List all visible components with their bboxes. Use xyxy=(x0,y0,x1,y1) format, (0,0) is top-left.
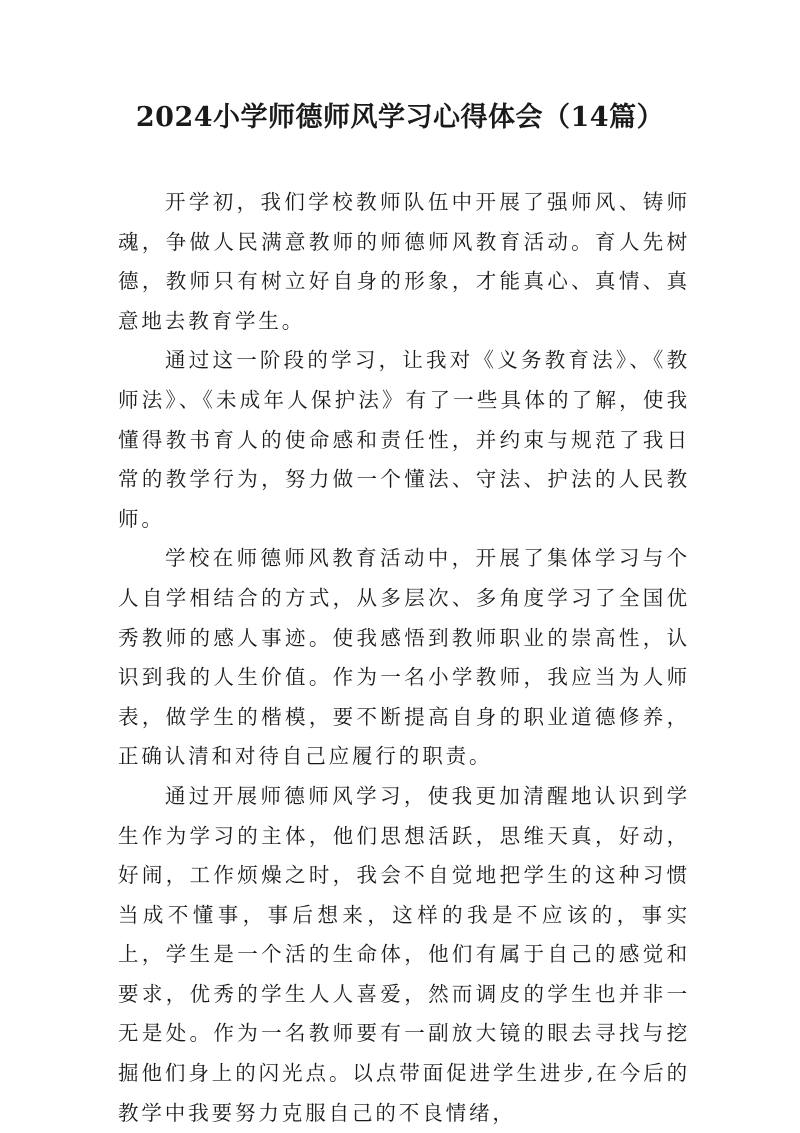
paragraph-4: 通过开展师德师风学习，使我更加清醒地认识到学生作为学习的主体，他们思想活跃，思维天真，好动，好闹，工作烦燥之时，我会不自觉地把学生的这种习惯当成不懂事，事后想来，这样的我是不应该的，事实上，学生是一个活的生命体，他们有属于自己的感觉和要求，优秀的学生人人喜爱，然而调皮的学生也并非一无是处。作为一名教师要有一副放大镜的眼去寻找与挖掘他们身上的闪光点。以点带面促进学生进步,在今后的教学中我要努力克服自己的不良情绪， xyxy=(118,783,690,1125)
paragraph-1: 开学初，我们学校教师队伍中开展了强师风、铸师魂，争做人民满意教师的师德师风教育活动。育人先树德，教师只有树立好自身的形象，才能真心、真情、真意地去教育学生。 xyxy=(118,190,690,333)
document-title: 2024小学师德师风学习心得体会（14篇） xyxy=(135,102,665,133)
paragraph-3: 学校在师德师风教育活动中，开展了集体学习与个人自学相结合的方式，从多层次、多角度学习了全国优秀教师的感人事迹。使我感悟到教师职业的崇高性，认识到我的人生价值。作为一名小学教师，我应当为人师表，做学生的楷模，要不断提高自身的职业道德修养，正确认清和对待自己应履行的职责。 xyxy=(118,546,690,769)
paragraph-2: 通过这一阶段的学习，让我对《义务教育法》、《教师法》、《未成年人保护法》有了一些具体的了解，使我懂得教书育人的使命感和责任性，并约束与规范了我日常的教学行为，努力做一个懂法、守法、护法的人民教师。 xyxy=(118,348,690,531)
document-body xyxy=(118,183,690,1133)
